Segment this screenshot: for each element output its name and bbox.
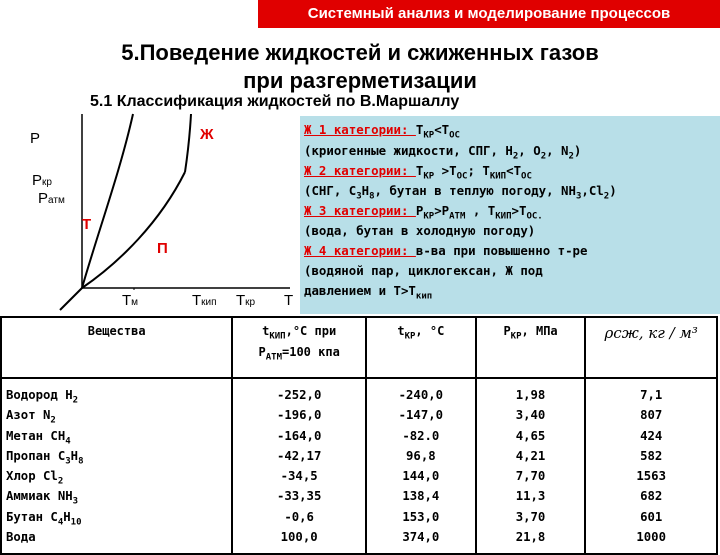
category-2-title: Ж 2 категории: $T_{КР} >T_{ОС}$; $T_{КИП}<T_{ОС}$ (304, 163, 532, 182)
column-substances (1, 378, 232, 554)
density-value: 582 (640, 448, 663, 463)
tkip-value: 100,0 (280, 530, 318, 545)
tkip-value: -196,0 (276, 408, 322, 423)
category-2-desc: (СНГ, $С_3Н_8$, бутан в теплую погоду, $NH_3,Cl_2$) (304, 183, 617, 202)
tkr-value: -147,0 (398, 408, 444, 423)
density-value: 1563 (636, 469, 666, 484)
category-1-title: Ж 1 категории: $T_{КР}<T_{ОС}$ (304, 122, 460, 141)
substance-name: Водород $Н_2$ (6, 388, 79, 406)
upper-curve (185, 114, 191, 172)
page-title-line2: при разгерметизации (243, 68, 477, 93)
category-4-desc: (водяной пар, циклогексан, Ж под (304, 263, 543, 278)
density-value: 1000 (636, 530, 666, 545)
density-value: 601 (640, 509, 663, 524)
tkr-value: 96,8 (406, 448, 436, 463)
density-value: 682 (640, 489, 663, 504)
density-value: 424 (640, 428, 663, 443)
axis-label-p: P (30, 130, 41, 147)
category-3-desc: (вода, бутан в холодную погоду) (304, 223, 536, 238)
header-tkip: $t_{КИП},^\circ С$ при $P_{АТМ}=100$ кпа (232, 317, 366, 378)
pkr-value: 1,98 (515, 388, 546, 402)
tkr-value: 374,0 (402, 530, 440, 545)
table-header-row (1, 317, 717, 378)
phase-diagram-svg (0, 112, 300, 317)
header-pkr: $P_{КР}$, МПа (476, 317, 586, 378)
column-pkr (476, 378, 586, 554)
pkr-value: 4,65 (515, 428, 546, 443)
substance-name: Вода (6, 530, 36, 545)
tkip-value: -33,35 (276, 489, 322, 504)
label-tm: Tм (122, 292, 139, 309)
pkr-value: 3,40 (515, 408, 546, 423)
category-1-desc: (криогенные жидкости, СПГ, $Н_2$, $О_2$, $N_2$) (304, 143, 582, 162)
substance-name: Хлор $Cl_2$ (6, 469, 64, 487)
pkr-value: 7,70 (515, 469, 546, 484)
density-value: 7,1 (640, 388, 663, 402)
sublimation-curve (60, 288, 82, 310)
label-pkr: Pкр (32, 172, 52, 189)
substance-name: Бутан $С_4Н_{10}$ (6, 509, 82, 528)
substance-name: Пропан $С_3Н_8$ (6, 448, 84, 467)
label-tkip: Tкип (192, 292, 217, 309)
tkip-value: -34,5 (280, 469, 318, 484)
tkr-value: 138,4 (402, 489, 440, 504)
tkip-value: -252,0 (276, 388, 322, 402)
axis-label-t: T (284, 292, 294, 309)
region-label-liquid: Ж (200, 126, 214, 143)
categories-panel (300, 116, 720, 314)
page-title: 5.Поведение жидкостей и сжиженных газов (121, 40, 599, 65)
substance-name: Азот $N_2$ (6, 408, 56, 426)
tkr-value: 153,0 (402, 509, 440, 524)
header-substances: Вещества (1, 317, 232, 378)
category-3-title: Ж 3 категории: $P_{КР}>P_{АТМ}$ , $T_{КИП}>T_{ОС.}$ (304, 203, 543, 222)
tkip-value: -0,6 (284, 509, 314, 524)
section-subtitle: 5.1 Классификация жидкостей по В.Маршаллу (90, 93, 460, 110)
properties-table (0, 316, 718, 555)
region-label-vapor: П (157, 240, 168, 257)
region-label-solid: Т (82, 216, 92, 233)
tkr-value: -82.0 (402, 428, 440, 443)
column-density (585, 378, 717, 554)
category-4-title: Ж 4 категории: в-ва при повышенно т-ре (304, 243, 588, 258)
column-tkr (366, 378, 476, 554)
column-tkip (232, 378, 366, 554)
tkr-value: -240,0 (398, 388, 444, 402)
tkr-value: 144,0 (402, 469, 440, 484)
table-body-row (1, 378, 717, 554)
pkr-value: 11,3 (515, 489, 546, 504)
pkr-value: 3,70 (515, 509, 546, 524)
melting-curve (82, 114, 133, 288)
pkr-value: 21,8 (515, 530, 546, 545)
substance-name: Метан $СН_4$ (6, 428, 71, 447)
header-density: ρсж, кг / м³ (585, 317, 717, 378)
phase-diagram (0, 112, 300, 317)
label-patm: Pатм (38, 190, 65, 207)
header-banner: Системный анализ и моделирование процессов (258, 0, 720, 28)
pkr-value: 4,21 (515, 448, 546, 463)
tkip-value: -164,0 (276, 428, 322, 443)
substance-name: Аммиак $NH_3$ (6, 489, 79, 507)
header-tkr: $t_{КР}$, °С (366, 317, 476, 378)
vaporization-curve (82, 172, 185, 288)
label-tkr: Tкр (236, 292, 256, 309)
density-value: 807 (640, 408, 663, 423)
tkip-value: -42,17 (276, 448, 322, 463)
category-4-desc-2: давлением и $Т>T_{кип}$ (304, 283, 433, 302)
